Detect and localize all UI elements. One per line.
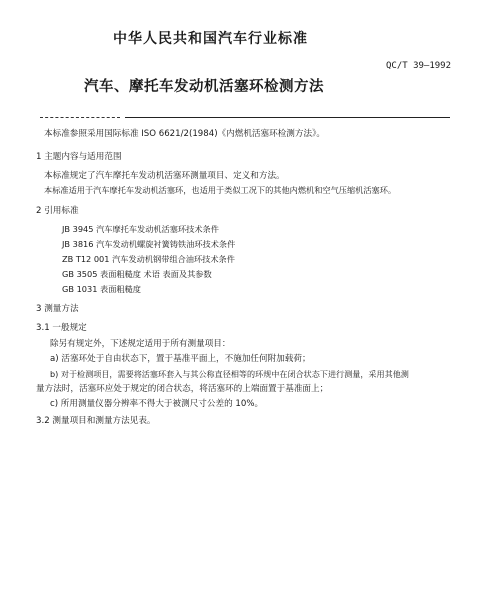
section-1-paragraph-1: 本标准规定了汽车摩托车发动机活塞环测量项目、定义和方法。 xyxy=(44,171,285,181)
reference-item: JB 3945 汽车摩托车发动机活塞环技术条件 xyxy=(62,224,219,234)
standard-code: QC/T 39—1992 xyxy=(386,61,452,71)
section-3-1-item-b-line-1: b) 对于检测项目，需要将活塞环套入与其公称直径相等的环规中在闭合状态下进行测量，采用其他测 xyxy=(50,369,409,379)
title-divider-left xyxy=(40,117,120,118)
intro-paragraph: 本标准参照采用国际标准 ISO 6621/2(1984)《内燃机活塞环检测方法》。 xyxy=(44,129,325,139)
title-divider-main xyxy=(125,117,450,118)
standard-category-title: 中华人民共和国汽车行业标准 xyxy=(113,31,308,47)
reference-item: ZB T12 001 汽车发动机钢带组合油环技术条件 xyxy=(62,254,235,264)
document-title: 汽车、摩托车发动机活塞环检测方法 xyxy=(84,79,324,95)
section-2-heading: 2 引用标准 xyxy=(36,206,79,216)
section-3-1-heading: 3.1 一般规定 xyxy=(36,323,87,333)
section-3-heading: 3 测量方法 xyxy=(36,304,79,314)
section-3-2-heading: 3.2 测量项目和测量方法见表。 xyxy=(36,416,156,426)
reference-item: GB 1031 表面粗糙度 xyxy=(62,284,141,294)
reference-item: GB 3505 表面粗糙度 术语 表面及其参数 xyxy=(62,269,212,279)
section-3-1-item-b-line-2: 量方法时，活塞环应处于规定的闭合状态，将活塞环的上端面置于基准面上； xyxy=(36,384,329,394)
section-1-paragraph-2: 本标准适用于汽车摩托车发动机活塞环，也适用于类似工况下的其他内燃机和空气压缩机活塞环。 xyxy=(44,185,397,195)
section-3-1-lead: 除另有规定外，下述规定适用于所有测量项目： xyxy=(50,339,231,349)
section-1-heading: 1 主题内容与适用范围 xyxy=(36,152,122,162)
section-3-1-item-c: c) 所用测量仪器分辨率不得大于被测尺寸公差的 10%。 xyxy=(50,399,264,409)
reference-item: JB 3816 汽车发动机螺旋衬簧铸铁油环技术条件 xyxy=(62,239,236,249)
section-3-1-item-a: a) 活塞环处于自由状态下，置于基准平面上，不施加任何附加载荷； xyxy=(50,354,311,364)
